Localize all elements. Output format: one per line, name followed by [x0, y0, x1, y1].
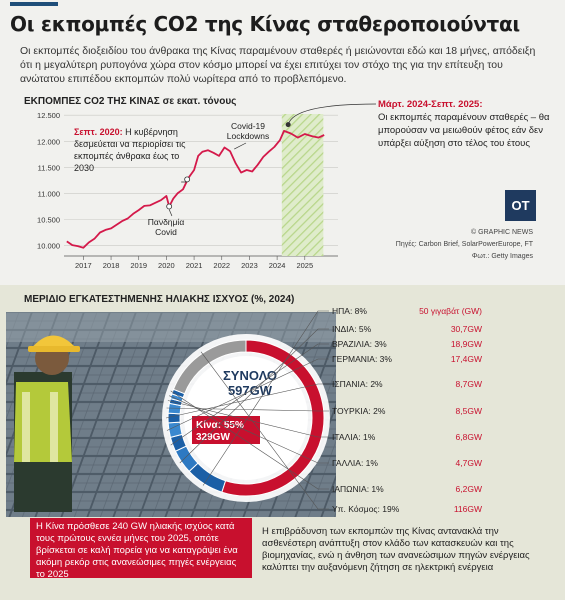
legend-value: 4,7GW: [455, 458, 482, 468]
legend-label: ΓΑΛΛΙΑ: 1%: [332, 458, 378, 468]
legend-value: 30,7GW: [450, 324, 482, 334]
legend-label: ΤΟΥΡΚΙΑ: 2%: [332, 406, 386, 416]
plateau-marker: [286, 122, 291, 127]
annotation-plateau: [378, 98, 558, 150]
pandemic-marker: [167, 204, 172, 209]
legend-value: 116GW: [453, 504, 482, 514]
legend-value: 17,4GW: [450, 354, 482, 364]
x-tick-label: 2019: [130, 261, 148, 270]
covid-leader-line: [234, 143, 246, 149]
legend-value: 8,7GW: [455, 379, 482, 389]
credit-graphic: © GRAPHIC NEWS: [471, 229, 533, 236]
y-tick-label: 10.000: [37, 241, 60, 251]
publisher-logo: OT: [505, 190, 536, 221]
y-tick-label: 12.000: [37, 137, 60, 147]
legend-label: ΙΣΠΑΝΙΑ: 2%: [332, 379, 383, 389]
x-tick-label: 2023: [241, 261, 258, 270]
solar-chart-title: ΜΕΡΙΔΙΟ ΕΓΚΑΤΕΣΤΗΜΕΝΗΣ ΗΛΙΑΚΗΣ ΙΣΧΥΟΣ (%, 2024): [24, 294, 295, 305]
legend-value: 50 γιγαβάτ (GW): [419, 306, 482, 316]
annotation-plateau-text: Οι εκπομπές παραμένουν σταθερές – θα μπορούσαν να μειωθούν φέτος εάν δεν υπάρξει αύξηση στο τέλος του έτους: [378, 112, 550, 149]
legend-label: ΓΕΡΜΑΝΙΑ: 3%: [332, 354, 392, 364]
x-tick-label: 2017: [75, 261, 92, 270]
note-china-additions: Η Κίνα πρόσθεσε 240 GW ηλιακής ισχύος κατά τους πρώτους εννέα μήνες του 2025, οπότε βρίσκεται σε καλή πορεία για να καταγράψει ένα ακόμη ρεκόρ στις ανανεώσιμες πηγές ενέργειας το 2025: [30, 518, 252, 578]
legend-label: ΒΡΑΖΙΛΙΑ: 3%: [332, 339, 387, 349]
donut-slice-segment: [168, 413, 180, 423]
legend-label: ΙΑΠΩΝΙΑ: 1%: [332, 484, 384, 494]
annotation-policy-date: Σεπτ. 2020:: [74, 127, 123, 137]
y-tick-label: 10.500: [37, 215, 60, 225]
x-tick-label: 2020: [158, 261, 175, 270]
donut-total-label: ΣΥΝΟΛΟ: [222, 368, 278, 383]
annotation-pandemic: Πανδημία Covid: [147, 217, 185, 237]
credit-photo: Φωτ.: Getty Images: [471, 253, 533, 260]
donut-total-value: 597GW: [227, 383, 273, 398]
policy-marker: [185, 177, 190, 182]
y-tick-label: 11.000: [37, 189, 60, 199]
annotation-plateau-title: Μάρτ. 2024-Σεπτ. 2025:: [378, 99, 483, 110]
y-tick-label: 11.500: [37, 163, 60, 173]
x-tick-label: 2021: [185, 261, 203, 270]
x-tick-label: 2024: [268, 261, 286, 270]
x-tick-label: 2018: [102, 261, 120, 270]
annotation-covid-lockdowns: Covid-19 Lockdowns: [226, 121, 270, 141]
line-chart-title: ΕΚΠΟΜΠΕΣ CO2 ΤΗΣ ΚΙΝΑΣ σε εκατ. τόνους: [24, 96, 237, 107]
legend-value: 8,5GW: [455, 406, 482, 416]
pandemic-leader-line: [169, 209, 172, 216]
legend-label: ΙΤΑΛΙΑ: 1%: [332, 432, 376, 442]
annotation-policy-text: Η κυβέρνηση δεσμεύεται να περιορίσει τις εκπομπές άνθρακα έως το 2030: [74, 127, 186, 173]
annotation-policy: [74, 126, 192, 174]
x-tick-label: 2022: [213, 261, 231, 270]
credit-sources: Πηγές: Carbon Brief, SolarPowerEurope, FT: [395, 241, 533, 248]
legend-value: 6,2GW: [455, 484, 482, 494]
y-tick-label: 12.500: [37, 111, 60, 121]
x-tick-label: 2025: [296, 261, 314, 270]
legend-value: 18,9GW: [450, 339, 482, 349]
china-gw-label: 329GW: [196, 432, 230, 443]
page-title: Οι εκπομπές CO2 της Κίνας σταθεροποιούνται: [10, 12, 520, 36]
legend-label: Υπ. Κόσμος: 19%: [332, 504, 400, 514]
note-emissions-slowdown: Η επιβράδυνση των εκπομπών της Κίνας αντανακλά την ασθενέστερη ανάπτυξη στον κλάδο των κατασκευών και της βιομηχανίας, ενώ η άνθηση των ανανεώσιμων πηγών ενέργειας καλύπτει την αυξανόμενη ζήτηση σε ηλεκτρική ενέργεια: [262, 526, 530, 573]
legend-label: ΗΠΑ: 8%: [332, 306, 367, 316]
china-share-label: Κίνα: 55%: [196, 420, 244, 431]
legend-value: 6,8GW: [455, 432, 482, 442]
intro-text: Οι εκπομπές διοξειδίου του άνθρακα της Κίνας παραμένουν σταθερές ή μειώνονται εδώ και 18 μήνες, απόδειξη ότι η μεγαλύτερη ρυπογόνα χώρα στον κόσμο μπορεί να έχει επιτύχει τον στόχο της για την επίτευξη του ανώτατου επιπέδου εκπομπών πολύ νωρίτερα από το προβλεπόμενο.: [20, 45, 536, 85]
legend-label: ΙΝΔΙΑ: 5%: [332, 324, 372, 334]
